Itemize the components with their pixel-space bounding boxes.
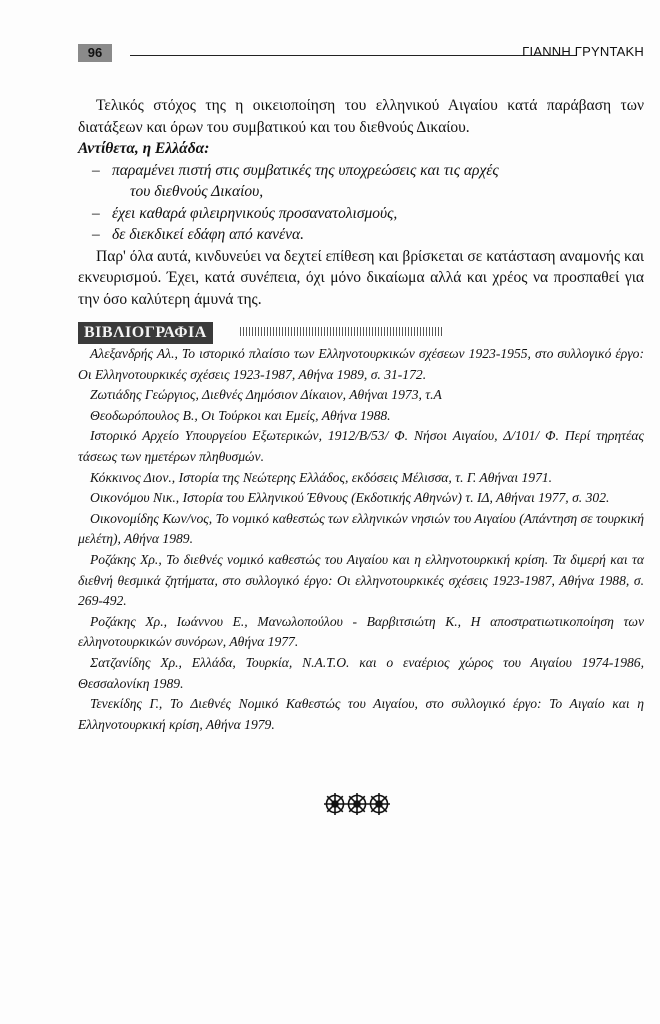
- dash-bullet: –: [92, 226, 100, 243]
- bibliography-entry: Ζωτιάδης Γεώργιος, Διεθνές Δημόσιον Δίκαιον, Αθήναι 1973, τ.Α: [90, 387, 442, 403]
- list-item-line: έχει καθαρά φιλειρηνικούς προσανατολισμούς,: [112, 204, 398, 222]
- list-item: [78, 160, 644, 203]
- paragraph-conclusion: Παρ' όλα αυτά, κινδυνεύει να δεχτεί επίθεση και βρίσκεται σε κατάσταση αναμονής και εκνευρισμού. Έχει, κατά συνέπεια, όχι μόνο δικαίωμα αλλά και χρέος να προσπαθεί για την όσο καλύτερη άμυνά της.: [78, 247, 644, 308]
- bibliography-entry: Θεοδωρόπουλος Β., Οι Τούρκοι και Εμείς, Αθήνα 1988.: [90, 407, 391, 423]
- greece-position-list: [78, 160, 644, 246]
- dash-bullet: –: [92, 161, 100, 179]
- bibliography-title: ΒΙΒΛΙΟΓΡΑΦΙΑ: [78, 322, 213, 344]
- bibliography-entry: Ροζάκης Χρ., Το διεθνές νομικό καθεστώς του Αιγαίου και η ελληνοτουρκική κρίση. Τα διμερή και τα διεθνή θεσμικά ζητήματα, στο συλλογικό έργο: Οι ελληνοτουρκικές σχέσεις 1923-1987, Αθήνα 1988, σ. 269-492.: [78, 551, 644, 609]
- bibliography-entry: Σατζανίδης Χρ., Ελλάδα, Τουρκία, Ν.Α.Τ.Ο. και ο εναέριος χώρος του Αιγαίου 1974-1986, Θεσσαλονίκη 1989.: [78, 654, 644, 691]
- list-item-line: δε διεκδικεί εδάφη από κανένα.: [112, 226, 305, 243]
- heading-hatch-rule: [240, 327, 444, 336]
- bibliography-entry: Κόκκινος Διον., Ιστορία της Νεώτερης Ελλάδος, εκδόσεις Μέλισσα, τ. Γ. Αθήναι 1971.: [90, 469, 553, 485]
- list-item-line-continued: του διεθνούς Δικαίου,: [130, 183, 264, 200]
- triple-rosette-ornament-icon: [323, 791, 391, 817]
- body-text: [78, 95, 644, 310]
- bibliography-entry: Ιστορικό Αρχείο Υπουργείου Εξωτερικών, 1912/Β/53/ Φ. Νήσοι Αιγαίου, Δ/101/ Φ. Περί τηρητέας τάσεως των ημετέρων πληθυσμών.: [78, 428, 644, 464]
- bibliography-heading: [78, 322, 444, 344]
- list-item-line: παραμένει πιστή στις συμβατικές της υποχρεώσεις και τις αρχές: [112, 161, 499, 179]
- bibliography-entry: Ροζάκης Χρ., Ιωάννου Ε., Μανωλοπούλου - Βαρβιτσιώτη Κ., Η αποστρατιωτικοποίηση των ελληνοτουρκικών συνόρων, Αθήνα 1977.: [78, 613, 644, 650]
- running-head-author: ΓΙΑΝΝΗ ΓΡΥΝΤΑΚΗ: [522, 44, 644, 59]
- bibliography-entry: Αλεξανδρής Αλ., Το ιστορικό πλαίσιο των Ελληνοτουρκικών σχέσεων 1923-1955, στο συλλογικό έργο: Οι Ελληνοτουρκικές σχέσεις 1923-1987, Αθήνα 1989, σ. 31-172.: [78, 346, 644, 382]
- header-rule: [130, 55, 576, 56]
- bibliography-entry: Οικονόμου Νικ., Ιστορία του Ελληνικού Έθνους (Εκδοτικής Αθηνών) τ. ΙΔ, Αθήναι 1977, σ. 302.: [90, 490, 610, 506]
- bibliography-entry: Οικονομίδης Κων/νος, Το νομικό καθεστώς των ελληνικών νησιών του Αιγαίου (Απάντηση σε τουρκική μελέτη), Αθήνα 1989.: [78, 510, 644, 547]
- list-item: [78, 203, 644, 225]
- list-item: [78, 224, 644, 246]
- dash-bullet: –: [92, 204, 100, 222]
- antithesis-heading: Αντίθετα, η Ελλάδα:: [78, 140, 210, 157]
- bibliography-entry: Τενεκίδης Γ., Το Διεθνές Νομικό Καθεστώς του Αιγαίου, στο συλλογικό έργο: Το Αιγαίο και η Ελληνοτουρκική κρίση, Αθήνα 1979.: [78, 696, 644, 732]
- page-number: 96: [78, 44, 112, 62]
- page-header: [78, 42, 644, 66]
- bibliography-list: [78, 344, 644, 735]
- paragraph-goal: Τελικός στόχος της η οικειοποίηση του ελληνικού Αιγαίου κατά παράβαση των διατάξεων και όρων του συμβατικού και του διεθνούς Δικαίου.: [78, 97, 644, 136]
